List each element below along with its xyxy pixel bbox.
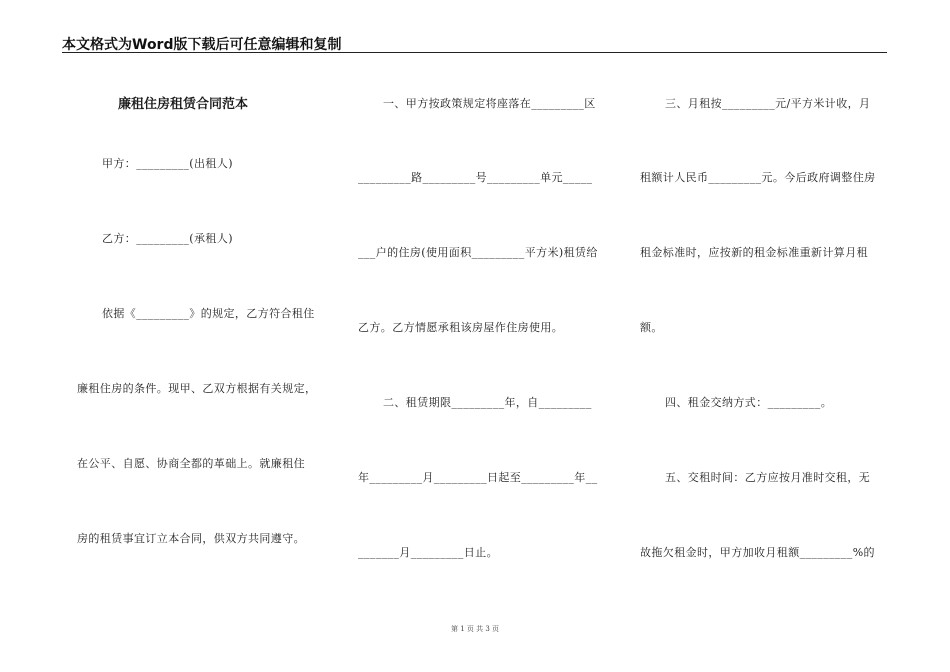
right-line-3: 租金标准时，应按新的租金标准重新计算月租 <box>640 246 868 259</box>
left-line-1: 甲方：_________(出租人) <box>102 157 233 170</box>
right-line-7: 故拖欠租金时，甲方加收月租额_________%的 <box>640 546 875 559</box>
right-line-6: 五、交租时间：乙方应按月准时交租，无 <box>665 471 871 484</box>
left-line-4: 廉租住房的条件。现甲、乙双方根据有关规定， <box>77 382 317 395</box>
document-title: 廉租住房租赁合同范本 <box>118 97 249 112</box>
middle-line-1: 一、甲方按政策规定将座落在_________区 <box>383 97 596 110</box>
middle-line-2: _________路_________号_________单元_____ <box>358 171 593 184</box>
left-line-2: 乙方：_________(承租人) <box>102 232 233 245</box>
middle-line-7: _______月_________日止。 <box>358 546 498 559</box>
right-line-1: 三、月租按_________元/平方米计收，月 <box>665 97 871 110</box>
middle-line-5: 二、租赁期限_________年，自_________ <box>383 396 592 409</box>
document-header: 本文格式为Word版下载后可任意编辑和复制 <box>62 37 342 53</box>
left-line-3: 依据《_________》的规定，乙方符合租住 <box>102 307 315 320</box>
page-footer: 第 1 页 共 3 页 <box>450 625 500 633</box>
left-line-5: 在公平、自愿、协商全都的革础上。就廉租住 <box>77 457 305 470</box>
header-rule <box>62 52 887 53</box>
middle-line-3: ___户的住房(使用面积_________平方米)租赁给 <box>358 246 598 259</box>
left-line-6: 房的租赁事宜订立本合同，供双方共同遵守。 <box>77 532 305 545</box>
right-line-5: 四、租金交纳方式：_________。 <box>665 396 833 409</box>
right-line-2: 租额计人民币_________元。今后政府调整住房 <box>640 171 876 184</box>
right-line-4: 额。 <box>640 321 663 334</box>
middle-line-6: 年_________月_________日起至_________年__ <box>358 471 598 484</box>
middle-line-4: 乙方。乙方情愿承租该房屋作住房使用。 <box>358 321 564 334</box>
